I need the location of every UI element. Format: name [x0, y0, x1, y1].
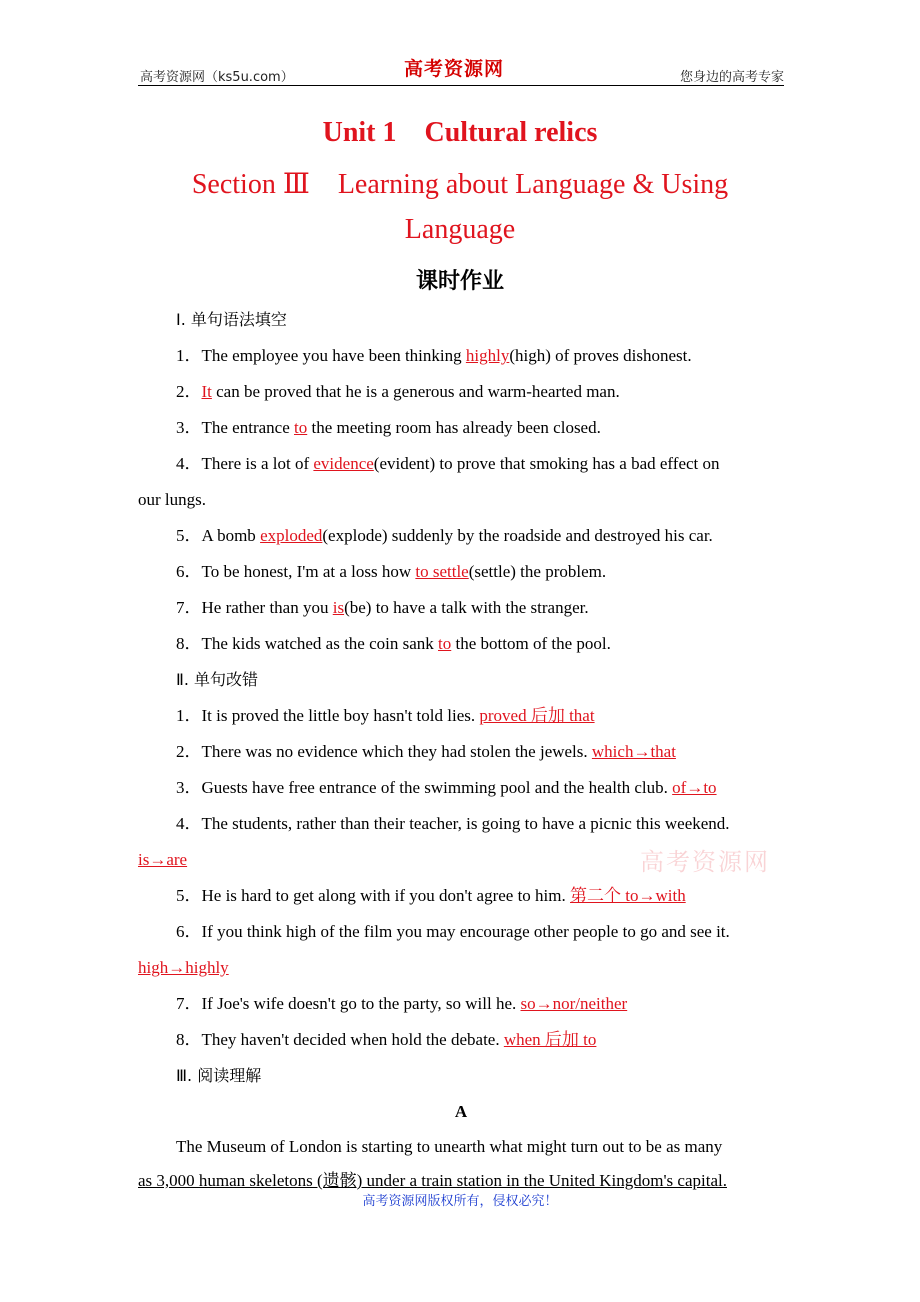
answer: It	[201, 382, 212, 401]
correction: is→are	[138, 850, 188, 869]
correction: which→that	[591, 742, 676, 761]
answer: evidence	[313, 454, 374, 473]
part1-item: 1．The employee you have been thinking highly(high) of proves dishonest.	[176, 346, 692, 365]
correction: high→highly	[138, 958, 229, 977]
passage-line-2: as 3,000 human skeletons (遗骸) under a train station in the United Kingdom's capital.	[138, 1171, 727, 1190]
section-title-line1: Section Ⅲ Learning about Language & Using	[191, 169, 729, 200]
header-rule	[138, 85, 784, 86]
correction: 第二个 to→with	[570, 886, 686, 905]
answer: exploded	[260, 526, 323, 545]
section-title-line2: Language	[404, 214, 516, 245]
part1-item: 4．There is a lot of evidence(evident) to prove that smoking has a bad effect on	[176, 454, 720, 473]
part1-item-continuation: our lungs.	[138, 490, 206, 509]
part2-item: 3．Guests have free entrance of the swimming pool and the health club. of→to	[176, 778, 717, 797]
part2-item: 8．They haven't decided when hold the debate. when 后加 to	[176, 1030, 597, 1049]
answer: to settle	[415, 562, 469, 581]
correction: proved 后加 that	[479, 706, 595, 725]
part1-item: 5．A bomb exploded(explode) suddenly by the roadside and destroyed his car.	[176, 526, 713, 545]
answer: to	[438, 634, 452, 653]
part1-heading: Ⅰ. 单句语法填空	[176, 310, 287, 329]
part1-item: 7．He rather than you is(be) to have a talk with the stranger.	[176, 598, 589, 617]
worksheet-body	[138, 302, 784, 1198]
answer: highly	[465, 346, 510, 365]
unit-title: Unit 1 Cultural relics	[322, 117, 598, 148]
header-logo: 高考资源网	[404, 58, 505, 80]
correction: of→to	[672, 778, 717, 797]
passage-line-1: The Museum of London is starting to unearth what might turn out to be as many	[176, 1137, 723, 1156]
part2-item: 5．He is hard to get along with if you don't agree to him. 第二个 to→with	[176, 886, 686, 905]
part1-item: 3．The entrance to the meeting room has already been closed.	[176, 418, 601, 437]
watermark: 高考资源网	[640, 848, 770, 876]
passage-label: A	[454, 1102, 468, 1121]
answer: to	[294, 418, 308, 437]
part2-item-continuation	[138, 950, 784, 986]
header-right-text: 您身边的高考专家	[679, 70, 784, 85]
correction: when 后加 to	[503, 1030, 597, 1049]
part2-item: 2．There was no evidence which they had stolen the jewels. which→that	[176, 742, 676, 761]
answer: is	[332, 598, 345, 617]
correction: so→nor/neither	[520, 994, 628, 1013]
part2-heading: Ⅱ. 单句改错	[176, 670, 259, 689]
part2-item: 4．The students, rather than their teacher, is going to have a picnic this weekend.	[176, 814, 730, 833]
footer-copyright: 高考资源网版权所有，侵权必究！	[362, 1194, 558, 1209]
part3-heading: Ⅲ. 阅读理解	[176, 1066, 262, 1085]
part2-item: 1．It is proved the little boy hasn't told lies. proved 后加 that	[176, 706, 595, 725]
part1-item: 2．It can be proved that he is a generous and warm-hearted man.	[176, 382, 620, 401]
part2-item: 6．If you think high of the film you may encourage other people to go and see it.	[176, 922, 730, 941]
part2-item: 7．If Joe's wife doesn't go to the party, so will he. so→nor/neither	[176, 994, 628, 1013]
header-left-text: 高考资源网（ks5u.com）	[140, 70, 294, 85]
part1-item: 6．To be honest, I'm at a loss how to settle(settle) the problem.	[176, 562, 607, 581]
part1-item: 8．The kids watched as the coin sank to the bottom of the pool.	[176, 634, 611, 653]
page-subtitle: 课时作业	[415, 269, 504, 294]
